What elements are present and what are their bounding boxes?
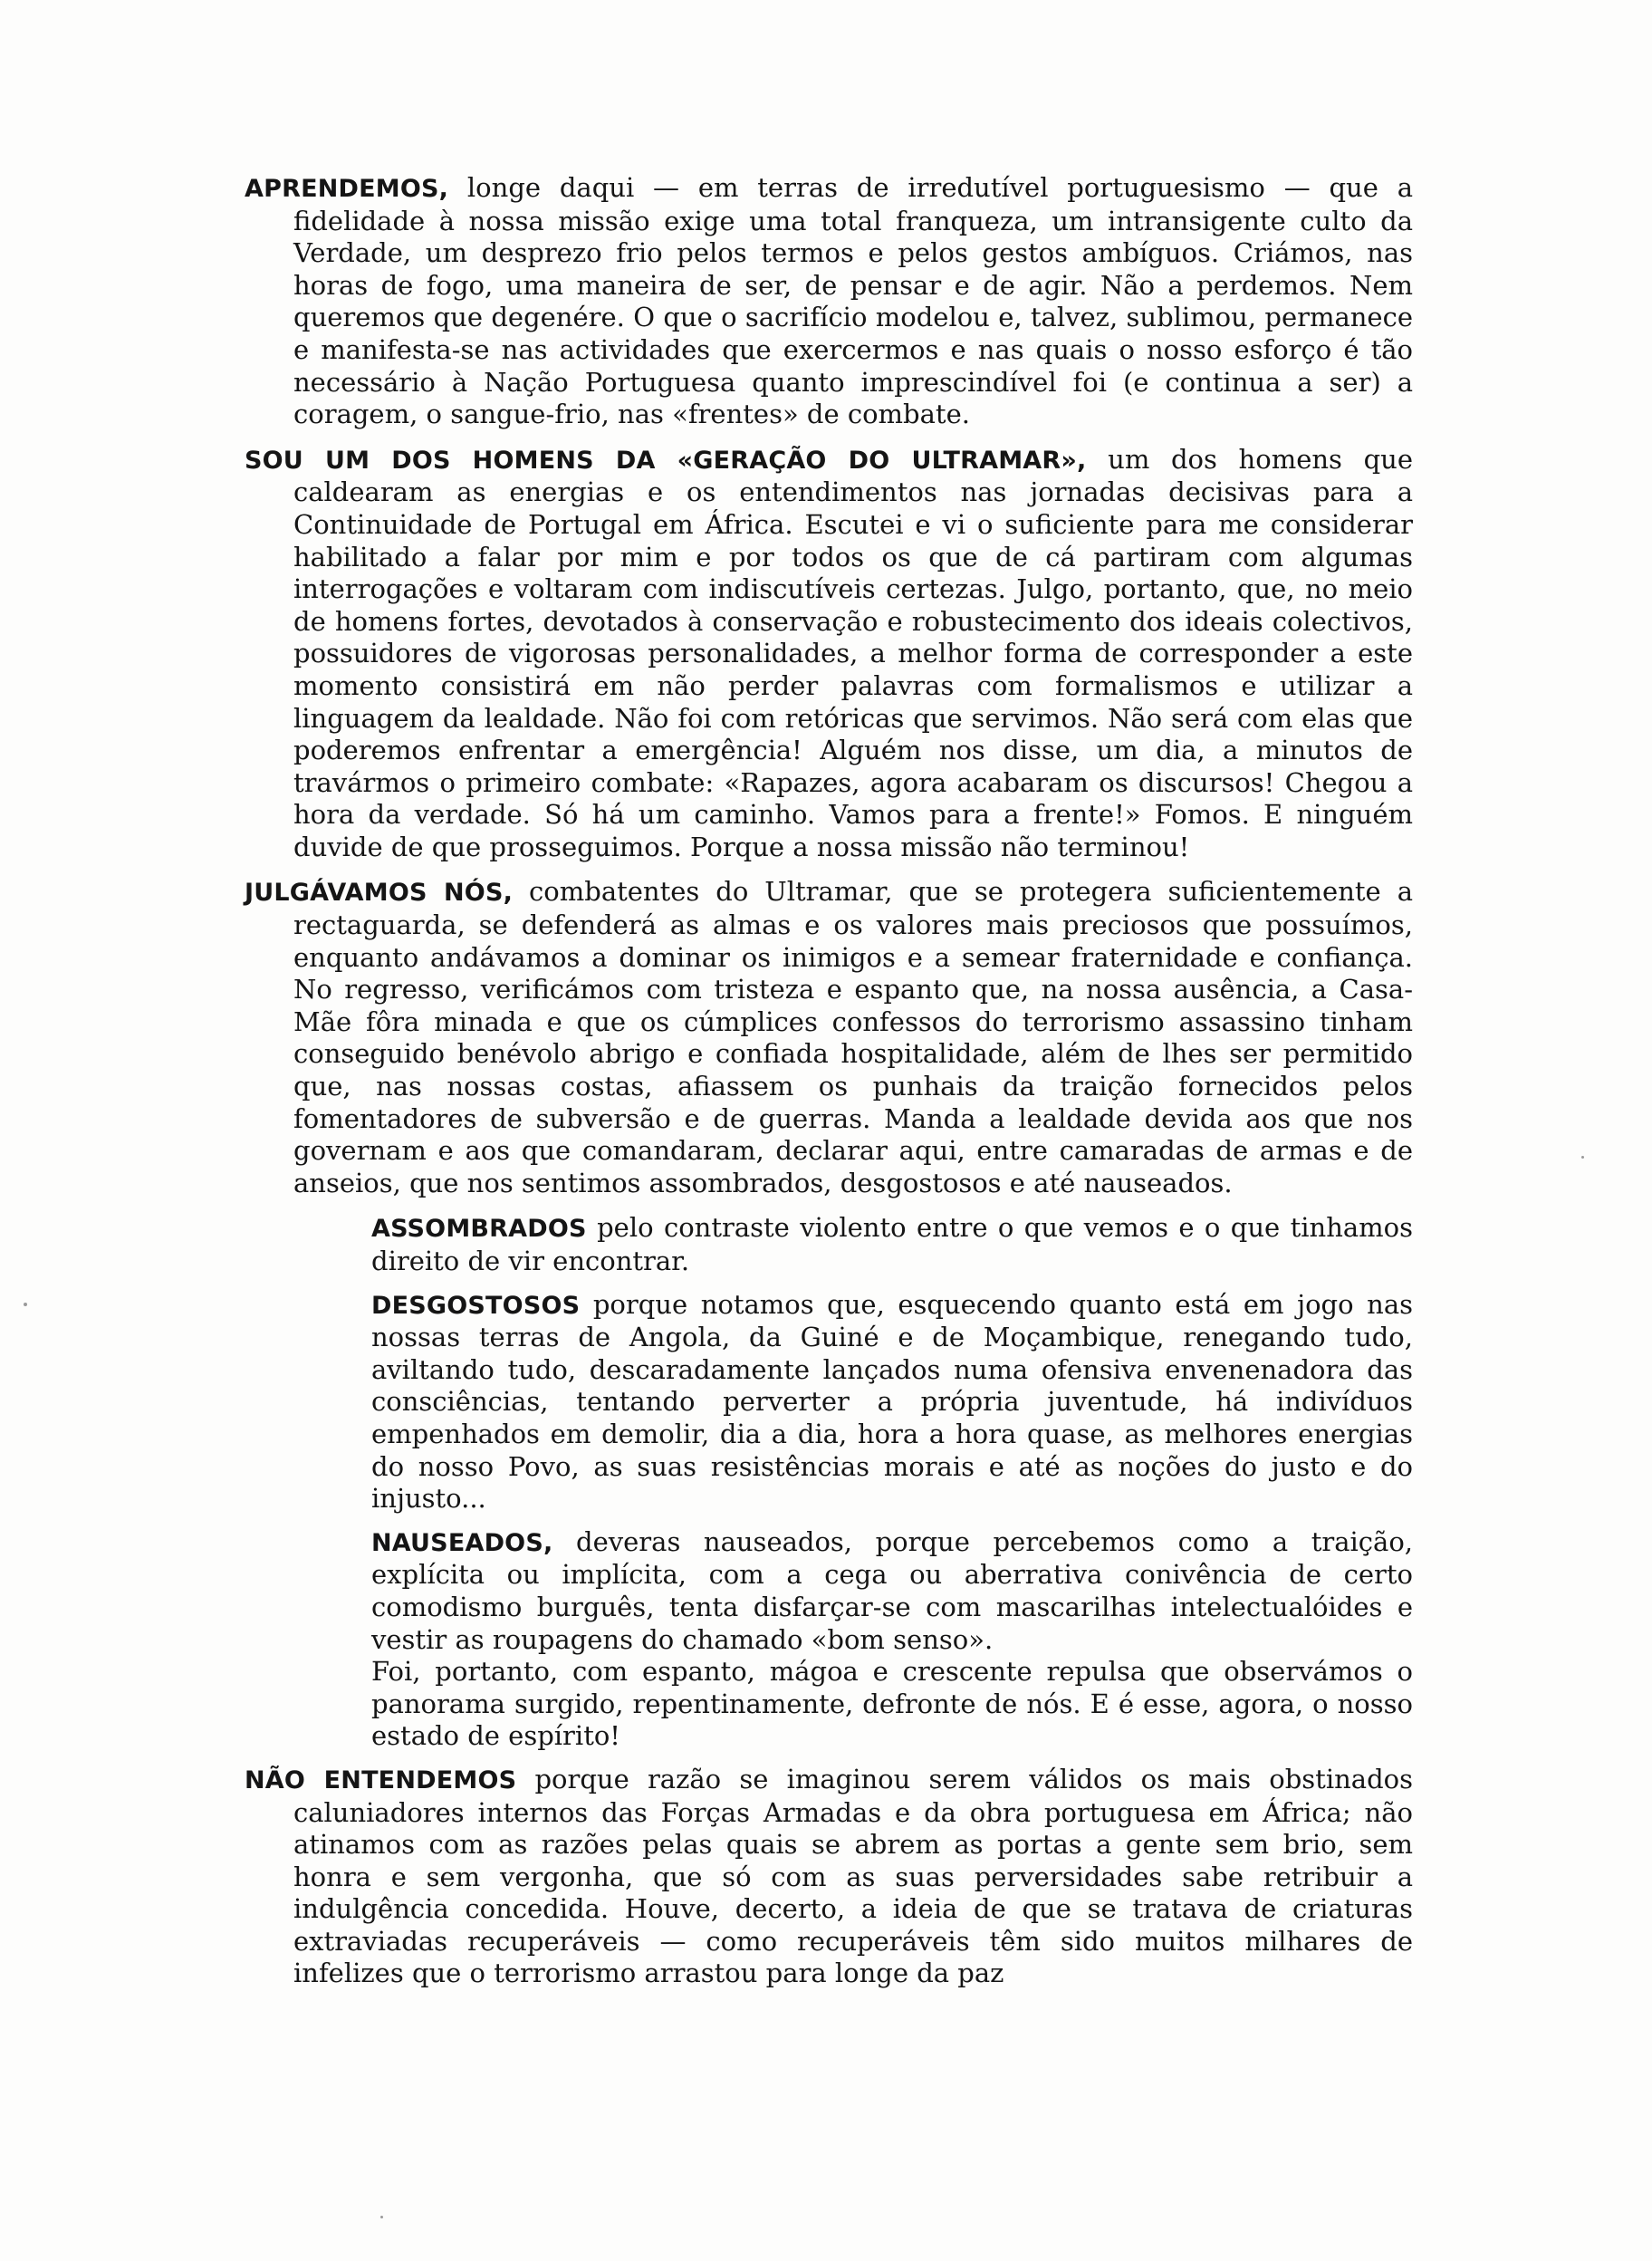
paragraph-text: combatentes do Ultramar, que se protegera suficientemente a rectaguarda, se defenderá as almas e os valores mais preciosos que possuímos, enquanto andávamos a dominar os inimigos e a semear fraternidade e confiança. No regresso, verificámos com tristeza e espanto que, na nossa ausência, a Casa-Mãe fôra minada e que os cúmplices confessos do terrorismo assassino tinham conseguido benévolo abrigo e confiada hospitalidade, além de lhes ser permitido que, nas nossas costas, afiassem os punhais da traição fornecidos pelos fomentadores de subversão e de guerras. Manda a lealdade devida aos que nos governam e aos que comandaram, declarar aqui, entre camaradas de armas e de anseios, que nos sentimos assombrados, desgostosos e até nauseados. (293, 876, 1413, 1198)
subparagraph-text: Foi, portanto, com espanto, mágoa e crescente repulsa que observámos o panorama surgido, repentinamente, defronte de nós. E é esse, agora, o nosso estado de espírito! (371, 1656, 1413, 1752)
scan-speck (24, 1303, 27, 1306)
subparagraph-lead: DESGOSTOSOS (371, 1291, 581, 1320)
subparagraph-closing (371, 1656, 1413, 1753)
subparagraph-nauseados (371, 1526, 1413, 1656)
paragraph-lead: APRENDEMOS, (245, 175, 449, 203)
subparagraph-text: deveras nauseados, porque percebemos como a traição, explícita ou implícita, com a cega ou aberrativa conivência de certo comodismo burguês, tenta disfarçar-se com mascarilhas intelectualóides e vestir as roupagens do chamado «bom senso». (371, 1525, 1413, 1655)
subparagraph-text: porque notamos que, esquecendo quanto está em jogo nas nossas terras de Angola, da Guiné e de Moçambique, renegando tudo, aviltando tudo, descaradamente lançados numa ofensiva envenenadora das consciências, tentando perverter a própria juventude, há indivíduos empenhados em demolir, dia a dia, hora a hora quase, as melhores energias do nosso Povo, as suas resistências morais e até as noções do justo e do injusto... (371, 1288, 1413, 1515)
subparagraph-lead: NAUSEADOS, (371, 1528, 553, 1557)
paragraph-lead: JULGÁVAMOS NÓS, (245, 879, 514, 908)
scan-speck (380, 2216, 383, 2218)
subparagraph-assombrados (371, 1212, 1413, 1277)
subparagraph-lead: ASSOMBRADOS (371, 1215, 587, 1244)
paragraph-sou-um-dos-homens (245, 444, 1413, 864)
paragraph-text: longe daqui — em terras de irredutível portuguesismo — que a fidelidade à nossa missão exige uma total franqueza, um intransigente culto da Verdade, um desprezo frio pelos termos e pelos gestos ambíguos. Criámos, nas horas de fogo, uma maneira de ser, de pensar e de agir. Não a perdemos. Nem queremos que degenére. O que o sacrifício modelou e, talvez, sublimou, permanece e manifesta-se nas actividades que exercermos e nas quais o nosso esforço é tão necessário à Nação Portuguesa quanto imprescindível foi (e continua a ser) a coragem, o sangue-frio, nas «frentes» de combate. (293, 172, 1413, 430)
paragraph-text: um dos homens que caldearam as energias e os entendimentos nas jornadas decisivas para a Continuidade de Portugal em África. Escutei e vi o suficiente para me considerar habilitado a falar por mim e por todos os que de cá partiram com algumas interrogações e voltaram com indiscutíveis certezas. Julgo, portanto, que, no meio de homens fortes, devotados à conservação e robustecimento dos ideais colectivos, possuidores de vigorosas personalidades, a melhor forma de corresponder a este momento consistirá em não perder palavras com formalismos e utilizar a linguagem da lealdade. Não foi com retóricas que servimos. Não será com elas que poderemos enfrentar a emergência! Alguém nos disse, um dia, a minutos de travármos o primeiro combate: «Rapazes, agora acabaram os discursos! Chegou a hora da verdade. Só há um caminho. Vamos para a frente!» Fomos. E ninguém duvide de que prosseguimos. Porque a nossa missão não terminou! (293, 443, 1413, 862)
paragraph-text: porque razão se imaginou serem válidos os mais obstinados caluniadores internos das Forças Armadas e da obra portuguesa em África; não atinamos com as razões pelas quais se abrem as portas a gente sem brio, sem honra e sem vergonha, que só com as suas perversidades sabe retribuir a indulgência concedida. Houve, decerto, a ideia de que se tratava de criaturas extraviadas recuperáveis — como recuperáveis têm sido muitos milhares de infelizes que o terrorismo arrastou para longe da paz (293, 1763, 1413, 1989)
paragraph-lead: SOU UM DOS HOMENS DA «GERAÇÃO DO ULTRAMAR», (245, 446, 1087, 475)
scan-speck (1581, 1156, 1584, 1159)
paragraph-julgavamos-nos (245, 876, 1413, 1199)
paragraph-lead: NÃO ENTENDEMOS (245, 1766, 517, 1794)
subparagraph-text: pelo contraste violento entre o que vemos e o que tinhamos direito de vir encontrar. (371, 1212, 1413, 1276)
paragraph-nao-entendemos (245, 1764, 1413, 1990)
subparagraph-desgostosos (371, 1289, 1413, 1515)
paragraph-aprendemos (245, 172, 1413, 431)
article-body (245, 172, 1413, 2003)
